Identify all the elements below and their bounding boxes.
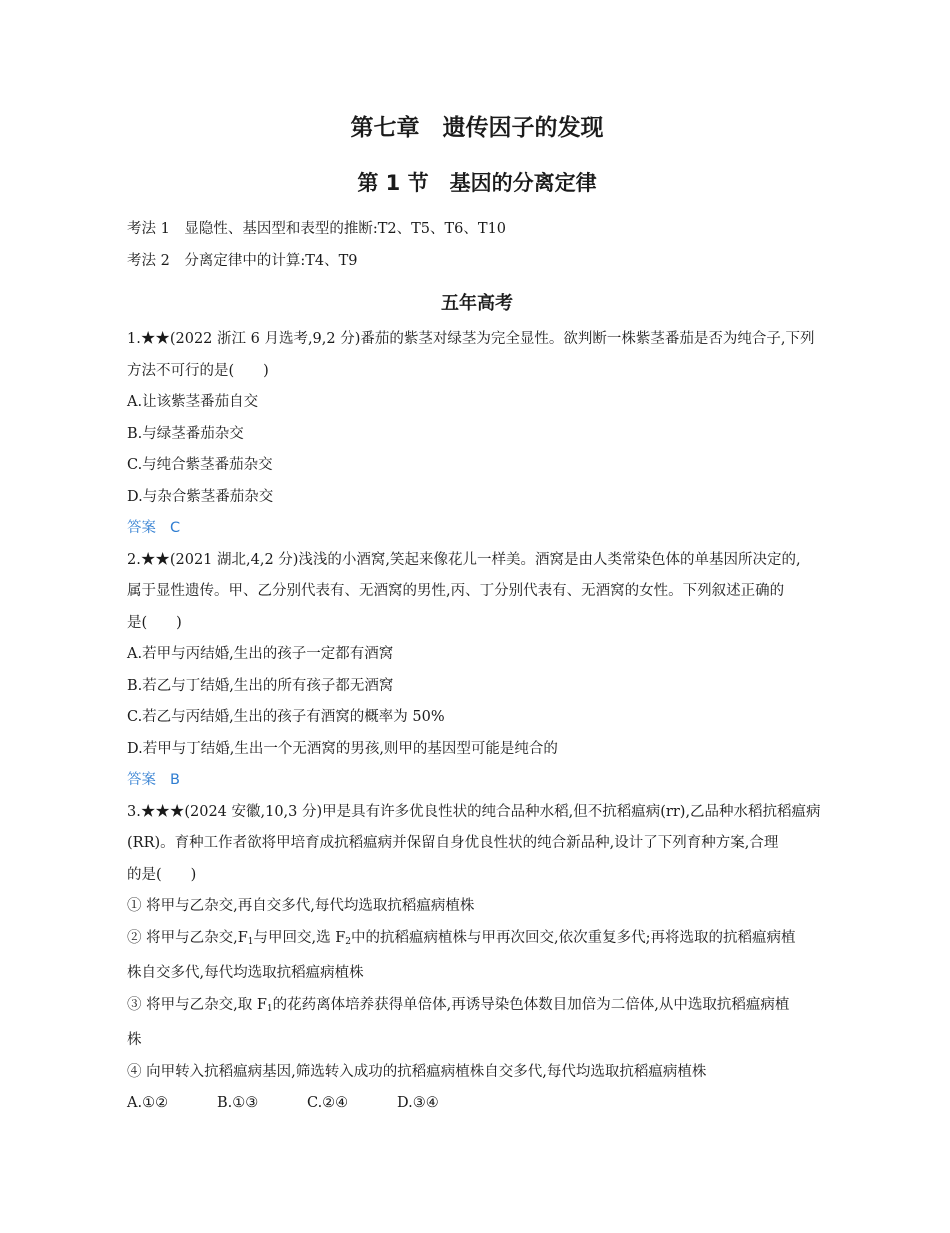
option-d: D.与杂合紫茎番茄杂交 [127, 488, 274, 505]
option-a: A.若甲与丙结婚,生出的孩子一定都有酒窝 [127, 646, 394, 662]
option-c: C.②④ [307, 1095, 349, 1111]
question-3-stem: 3.★★★(2024 安徽,10,3 分)甲是具有许多优良性状的纯合品种水稻,但不抗稻瘟病(rr),乙品种水稻抗稻瘟病 [127, 803, 821, 820]
question-1-stem-cont: 方法不可行的是( ) [127, 362, 269, 379]
document-page [127, 108, 827, 1120]
scheme-2: ② 将甲与乙杂交$,F_1$与甲回交,选 $F_2$中的抗稻瘟病植株与甲再次回交,依次重复多代;再将选取的抗稻瘟病植 [127, 929, 796, 947]
answer-label: 答案 [127, 520, 156, 536]
question-3-options [127, 1088, 827, 1120]
question-2-stem: 2.★★(2021 湖北,4,2 分)浅浅的小酒窝,笑起来像花儿一样美。酒窝是由人类常染色体的单基因所决定的, [127, 551, 801, 568]
exam-method-1: 考法 1 显隐性、基因型和表型的推断:T2、T5、T6、T10 [127, 221, 507, 237]
option-b: B.若乙与丁结婚,生出的所有孩子都无酒窝 [127, 677, 394, 694]
answer-value: C [170, 520, 181, 536]
option-a: A.让该紫茎番茄自交 [127, 394, 259, 410]
section-title: 第 1 节 基因的分离定律 [357, 171, 597, 195]
scheme-3-cont: 株 [127, 1032, 142, 1048]
exam-method-2: 考法 2 分离定律中的计算:T4、T9 [127, 253, 358, 269]
question-2-stem-cont: 属于显性遗传。甲、乙分别代表有、无酒窝的男性,丙、丁分别代表有、无酒窝的女性。下列叙述正确的 [127, 583, 785, 599]
subhead-five-year-exams: 五年高考 [441, 293, 513, 314]
question-2-stem-end: 是( ) [127, 614, 182, 631]
chapter-title: 第七章 遗传因子的发现 [350, 115, 604, 141]
scheme-2-cont: 株自交多代,每代均选取抗稻瘟病植株 [127, 965, 364, 981]
question-1-stem: 1.★★(2022 浙江 6 月选考,9,2 分)番茄的紫茎对绿茎为完全显性。欲判断一株紫茎番茄是否为纯合子,下列 [127, 331, 815, 347]
option-d: D.若甲与丁结婚,生出一个无酒窝的男孩,则甲的基因型可能是纯合的 [127, 740, 558, 757]
question-2 [127, 545, 827, 797]
answer-2 [127, 765, 827, 797]
option-c: C.若乙与丙结婚,生出的孩子有酒窝的概率为 50% [127, 709, 445, 725]
answer-1 [127, 513, 827, 545]
scheme-4: ④ 向甲转入抗稻瘟病基因,筛选转入成功的抗稻瘟病植株自交多代,每代均选取抗稻瘟病植株 [127, 1063, 707, 1080]
question-3 [127, 797, 827, 1120]
scheme-1: ① 将甲与乙杂交,再自交多代,每代均选取抗稻瘟病植株 [127, 898, 475, 914]
option-c: C.与纯合紫茎番茄杂交 [127, 457, 273, 473]
option-d: D.③④ [397, 1095, 439, 1111]
scheme-3: ③ 将甲与乙杂交,取 $F_1$的花药离体培养获得单倍体,再诱导染色体数目加倍为二倍体,从中选取抗稻瘟病植 [127, 996, 790, 1014]
option-b: B.①③ [217, 1095, 259, 1111]
answer-value: B [170, 772, 180, 788]
option-b: B.与绿茎番茄杂交 [127, 425, 244, 442]
question-3-stem-cont: (RR)。育种工作者欲将甲培育成抗稻瘟病并保留自身优良性状的纯合新品种,设计了下列育种方案,合理 [127, 835, 779, 851]
question-1 [127, 324, 827, 545]
option-a: A.①② [127, 1095, 169, 1111]
question-3-stem-end: 的是( ) [127, 866, 197, 883]
answer-label: 答案 [127, 772, 156, 788]
